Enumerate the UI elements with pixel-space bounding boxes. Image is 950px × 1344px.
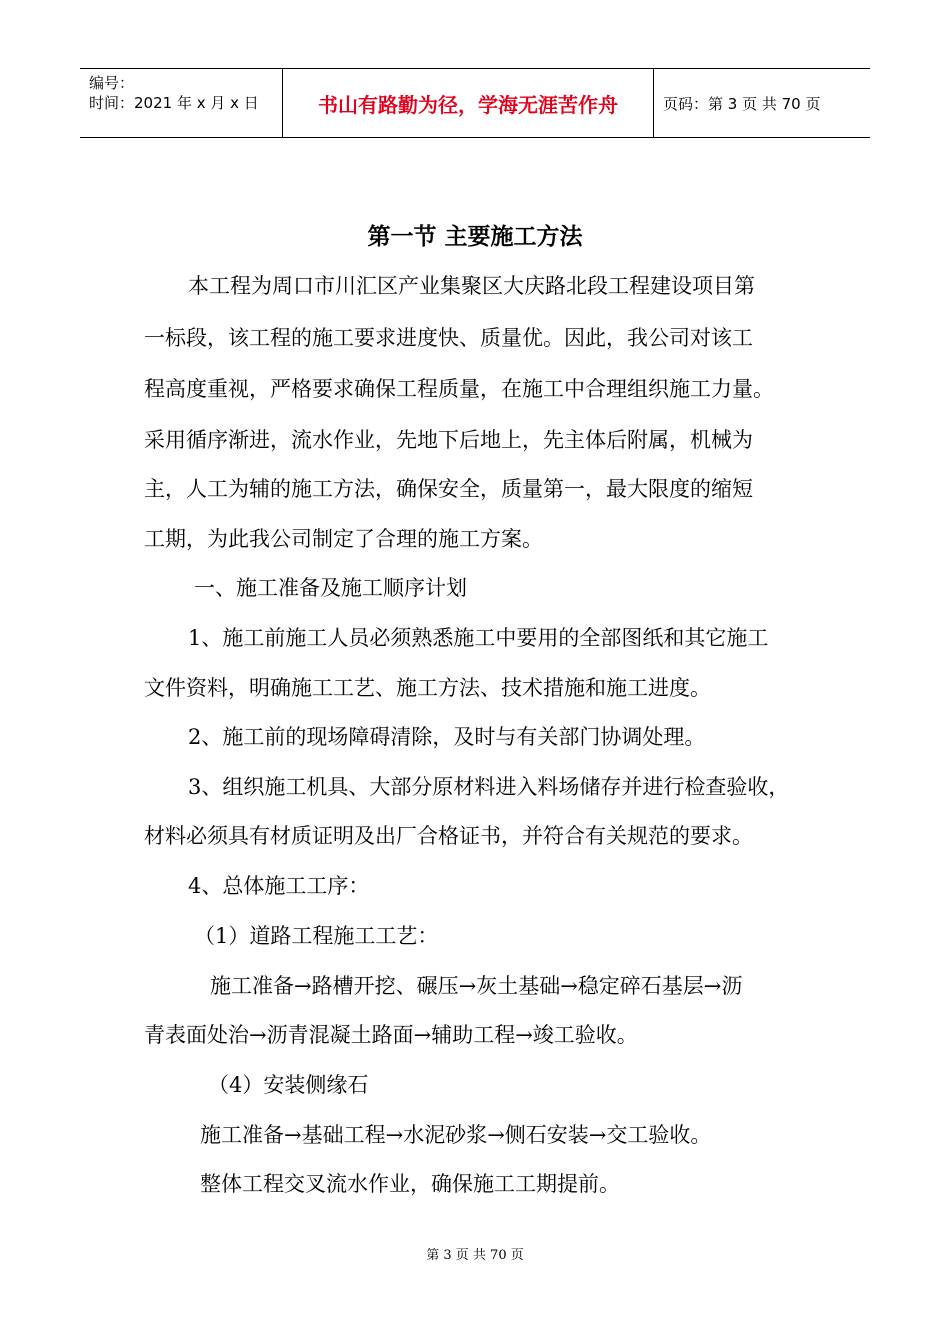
sub-heading: （4）安装侧缘石 — [208, 1073, 369, 1097]
body-line: 文件资料，明确施工工艺、施工方法、技术措施和施工进度。 — [144, 676, 711, 700]
header-motto-cell — [282, 69, 654, 137]
body-line: 工期，为此我公司制定了合理的施工方案。 — [144, 527, 543, 551]
body-line: 1、施工前施工人员必须熟悉施工中要用的全部图纸和其它施工 — [188, 626, 769, 650]
section-title: 第一节 主要施工方法 — [367, 224, 583, 250]
body-line: 整体工程交叉流水作业，确保施工工期提前。 — [200, 1172, 620, 1196]
header-meta — [80, 69, 282, 137]
body-line: 采用循序渐进，流水作业，先地下后地上，先主体后附属，机械为 — [144, 428, 753, 452]
body-line: 2、施工前的现场障碍清除，及时与有关部门协调处理。 — [188, 725, 706, 749]
page-info: 页码：第 3 页 共 70 页 — [663, 94, 821, 113]
motto: 书山有路勤为径，学海无涯苦作舟 — [318, 92, 618, 117]
number-label: 编号： — [89, 74, 135, 92]
body-line: 程高度重视，严格要求确保工程质量，在施工中合理组织施工力量。 — [144, 377, 774, 401]
sub-heading: （1）道路工程施工工艺： — [194, 924, 439, 948]
body-line: 一标段，该工程的施工要求进度快、质量优。因此，我公司对该工 — [144, 326, 753, 350]
process-line: 施工准备→基础工程→水泥砂浆→侧石安装→交工验收。 — [200, 1123, 712, 1147]
process-line: 青表面处治→沥青混凝土路面→辅助工程→竣工验收。 — [144, 1023, 638, 1047]
body-line: 本工程为周口市川汇区产业集聚区大庆路北段工程建设项目第 — [188, 274, 755, 298]
body-line: 3、组织施工机具、大部分原材料进入料场储存并进行检查验收， — [188, 775, 790, 799]
body-line: 主，人工为辅的施工方法，确保安全，质量第一，最大限度的缩短 — [144, 477, 753, 501]
process-line: 施工准备→路槽开挖、碾压→灰土基础→稳定碎石基层→沥 — [210, 974, 743, 998]
section-heading: 一、施工准备及施工顺序计划 — [194, 576, 467, 600]
document-header — [80, 68, 870, 138]
body-line: 材料必须具有材质证明及出厂合格证书，并符合有关规范的要求。 — [144, 824, 753, 848]
header-page-cell — [654, 69, 870, 137]
page-footer: 第 3 页 共 70 页 — [426, 1248, 524, 1263]
body-line: 4、总体施工工序： — [188, 874, 370, 898]
time-label: 时间：2021 年 x 月 x 日 — [89, 94, 259, 112]
